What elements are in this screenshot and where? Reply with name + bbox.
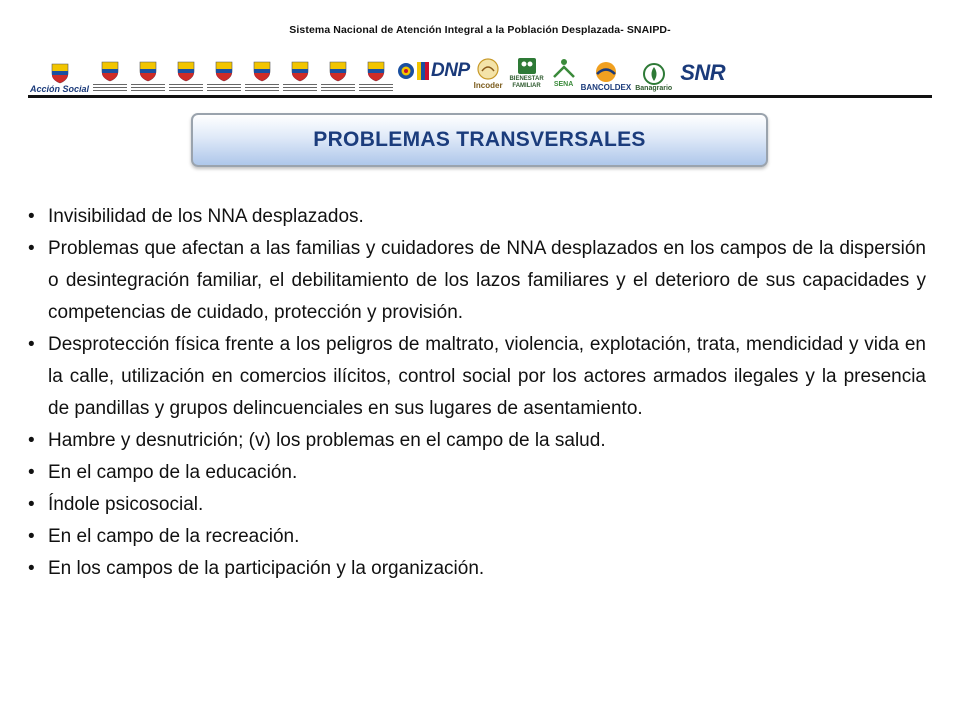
- ministry-shield-8: [359, 60, 393, 94]
- shield-icon: [328, 60, 348, 82]
- incoder-text: Incoder: [473, 81, 503, 90]
- list-item: [28, 425, 926, 457]
- flag-stripe-red: [425, 62, 429, 80]
- institution-logo-strip: [30, 48, 726, 94]
- header-title: Sistema Nacional de Atención Integral a la Población Desplazada- SNAIPD-: [289, 24, 671, 36]
- list-item: [28, 489, 926, 521]
- shield-icon: [100, 60, 120, 82]
- ministry-shield-4: [207, 60, 241, 94]
- ministry-caption-graphic: [283, 84, 317, 94]
- bienestar-text: BIENESTAR FAMILIAR: [509, 76, 544, 89]
- bienestar-familiar-logo: [507, 56, 547, 90]
- bancoldex-text: BANCOLDEX: [580, 83, 632, 92]
- shield-icon: [50, 62, 70, 84]
- incoder-emblem-icon: [476, 57, 500, 81]
- banagrario-logo: [635, 63, 672, 92]
- ministry-shield-6: [283, 60, 317, 94]
- list-item-text: Invisibilidad de los NNA desplazados.: [48, 206, 364, 227]
- ministry-shield-2: [131, 60, 165, 94]
- ministry-caption-graphic: [169, 84, 203, 94]
- sena-emblem-icon: [551, 57, 577, 81]
- bullet-icon: •: [28, 238, 35, 259]
- ministry-caption-graphic: [131, 84, 165, 94]
- snr-text: SNR: [680, 60, 726, 85]
- shield-icon: [290, 60, 310, 82]
- dnp-logo: [397, 60, 470, 82]
- shield-icon: [214, 60, 234, 82]
- header-divider: [28, 95, 932, 98]
- list-item-text: Índole psicosocial.: [48, 494, 204, 515]
- ministry-shield-3: [169, 60, 203, 94]
- bullet-icon: •: [28, 334, 35, 355]
- list-item-text: En el campo de la educación.: [48, 462, 298, 483]
- shield-icon: [176, 60, 196, 82]
- shield-icon: [252, 60, 272, 82]
- bullet-icon: •: [28, 462, 35, 483]
- banagrario-text: Banagrario: [635, 85, 673, 92]
- ministry-caption-graphic: [321, 84, 355, 94]
- bullet-icon: •: [28, 526, 35, 547]
- bullet-icon: •: [28, 558, 35, 579]
- list-item: [28, 233, 926, 329]
- bullet-icon: •: [28, 206, 35, 227]
- snr-logo: [680, 60, 725, 86]
- list-item-text: Desprotección física frente a los peligros de maltrato, violencia, explotación, trata, mendicidad y vida en la calle, utilización en comercios ilícitos, control social por los actores armados ilegales y la presencia de pandillas y grupos delincuenciales en sus lugares de asentamiento.: [48, 334, 926, 419]
- ministry-shield-1: [93, 60, 127, 94]
- list-item-text: Problemas que afectan a las familias y cuidadores de NNA desplazados en los campos de la dispersión o desintegración familiar, el debilitamiento de los lazos familiares y el deterioro de sus capacidades y competencias de cuidado, protección y provisión.: [48, 238, 926, 323]
- ministry-shield-7: [321, 60, 355, 94]
- bullet-icon: •: [28, 430, 35, 451]
- section-title: PROBLEMAS TRANSVERSALES: [313, 128, 646, 151]
- accion-social-text: Acción Social: [30, 84, 90, 94]
- ministry-caption-graphic: [207, 84, 241, 94]
- section-title-box: [191, 113, 768, 167]
- sena-text: SENA: [553, 81, 574, 88]
- shield-icon: [138, 60, 158, 82]
- shield-icon: [366, 60, 386, 82]
- bullet-icon: •: [28, 494, 35, 515]
- ministry-shield-5: [245, 60, 279, 94]
- accion-social-logo: [30, 62, 89, 94]
- circle-emblem-icon: [397, 62, 415, 80]
- problem-list: [28, 201, 926, 585]
- list-item: [28, 553, 926, 585]
- list-item: [28, 201, 926, 233]
- ministry-caption-graphic: [359, 84, 393, 94]
- incoder-logo: [474, 57, 503, 90]
- list-item-text: En el campo de la recreación.: [48, 526, 300, 547]
- sena-logo: [551, 57, 577, 88]
- list-item: [28, 329, 926, 425]
- banagrario-emblem-icon: [643, 63, 665, 85]
- ministry-caption-graphic: [245, 84, 279, 94]
- family-icon: [516, 56, 538, 76]
- list-item: [28, 457, 926, 489]
- ministry-caption-graphic: [93, 84, 127, 94]
- list-item-text: Hambre y desnutrición; (v) los problemas en el campo de la salud.: [48, 430, 606, 451]
- dnp-text: DNP: [431, 60, 470, 81]
- list-item-text: En los campos de la participación y la organización.: [48, 558, 485, 579]
- bancoldex-emblem-icon: [593, 61, 619, 83]
- bancoldex-logo: [581, 61, 632, 92]
- list-item: [28, 521, 926, 553]
